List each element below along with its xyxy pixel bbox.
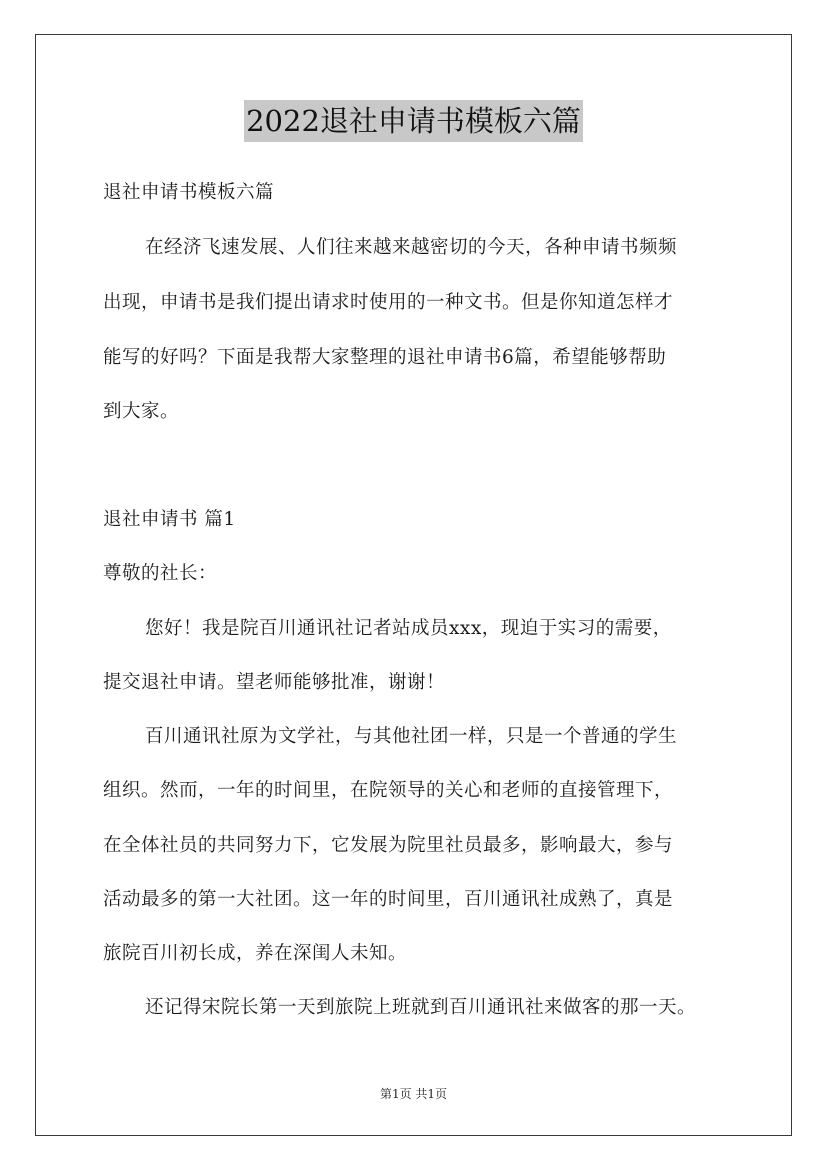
body-line-3: 百川通讯社原为文学社，与其他社团一样，只是一个普通的学生 [145,726,678,747]
intro-line-2: 出现，申请书是我们提出请求时使用的一种文书。但是你知道怎样才 [103,292,674,313]
document-subtitle: 退社申请书模板六篇 [103,182,275,203]
body-line-5: 在全体社员的共同努力下，它发展为院里社员最多，影响最大，参与 [103,835,674,856]
intro-line-3: 能写的好吗？下面是我帮大家整理的退社申请书6篇，希望能够帮助 [103,347,667,368]
section-heading: 退社申请书 篇1 [103,509,236,530]
body-line-8: 还记得宋院长第一天到旅院上班就到百川通讯社来做客的那一天。 [145,997,697,1018]
intro-line-4: 到大家。 [103,401,180,422]
title-container [0,100,827,142]
body-line-2: 提交退社申请。望老师能够批准，谢谢！ [103,672,446,693]
body-line-4: 组织。然而，一年的时间里，在院领导的关心和老师的直接管理下， [103,780,674,801]
body-line-6: 活动最多的第一大社团。这一年的时间里，百川通讯社成熟了，真是 [103,889,674,910]
page-footer: 第1页 共1页 [379,1087,448,1101]
body-line-1: 您好！我是院百川通讯社记者站成员xxx，现迫于实习的需要， [145,618,672,639]
salutation: 尊敬的社长： [103,563,218,584]
intro-line-1: 在经济飞速发展、人们往来越来越密切的今天，各种申请书频频 [145,237,678,258]
body-line-7: 旅院百川初长成，养在深闺人未知。 [103,943,408,964]
document-title: 2022退社申请书模板六篇 [244,100,583,142]
